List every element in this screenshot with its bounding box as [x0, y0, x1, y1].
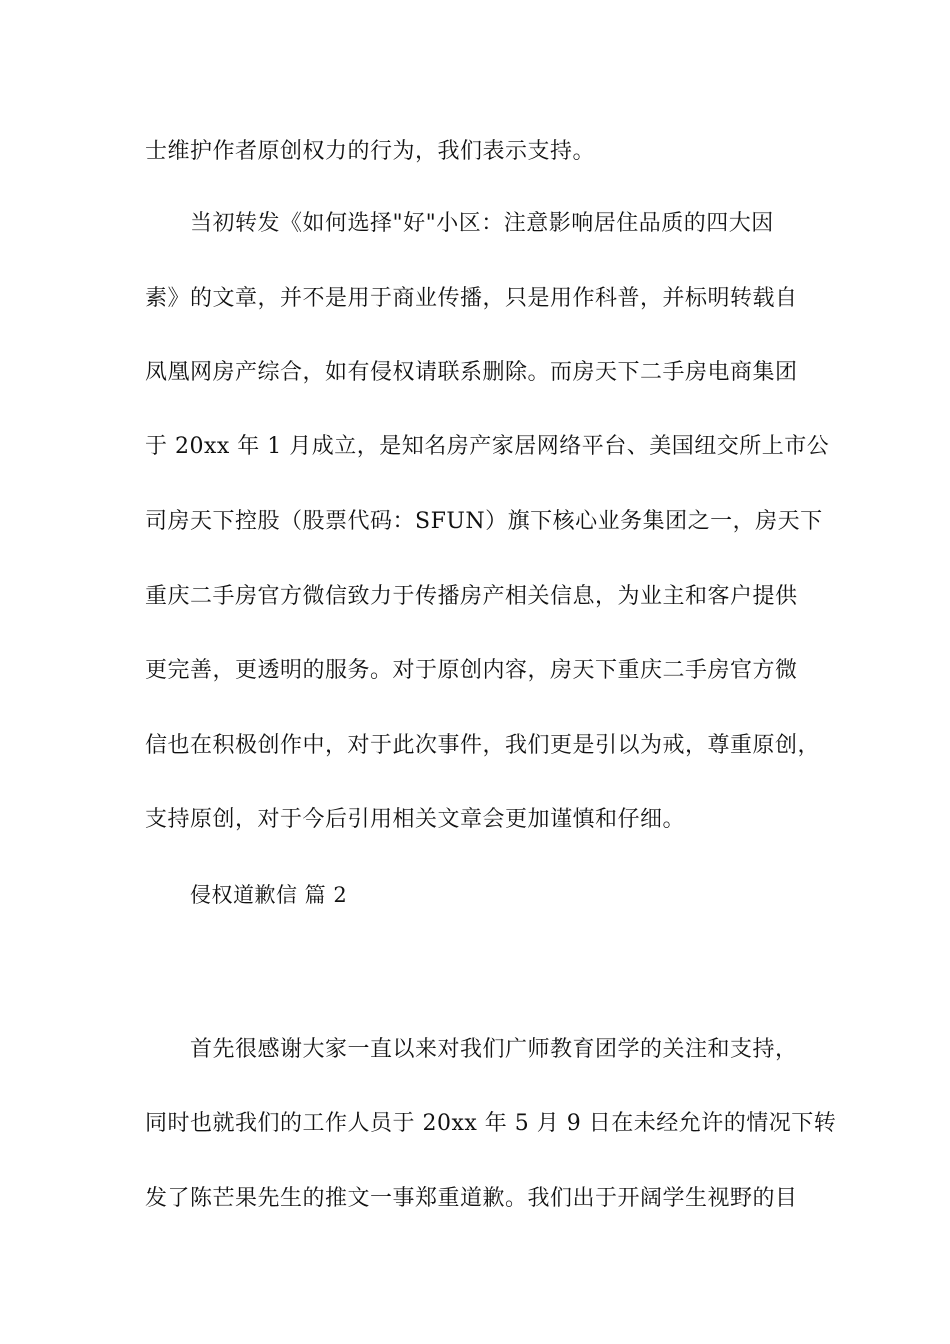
section-title: 侵权道歉信 篇 2: [190, 883, 348, 907]
paragraph-line: 司房天下控股（股票代码：SFUN）旗下核心业务集团之一，房天下: [145, 509, 823, 534]
paragraph-line: 同时也就我们的工作人员于 20xx 年 5 月 9 日在未经允许的情况下转: [145, 1111, 837, 1136]
paragraph-line: 更完善，更透明的服务。对于原创内容，房天下重庆二手房官方微: [145, 658, 798, 683]
paragraph-line: 于 20xx 年 1 月成立，是知名房产家居网络平台、美国纽交所上市公: [145, 434, 830, 459]
paragraph-line: 素》的文章，并不是用于商业传播，只是用作科普，并标明转载自: [145, 286, 798, 311]
paragraph-line: 凤凰网房产综合，如有侵权请联系删除。而房天下二手房电商集团: [145, 360, 798, 385]
paragraph-line: 当初转发《如何选择"好"小区：注意影响居住品质的四大因: [190, 211, 774, 236]
paragraph-line: 支持原创，对于今后引用相关文章会更加谨慎和仔细。: [145, 807, 686, 832]
paragraph-line: 首先很感谢大家一直以来对我们广师教育团学的关注和支持，: [190, 1037, 798, 1062]
paragraph-line: 重庆二手房官方微信致力于传播房产相关信息，为业主和客户提供: [145, 584, 798, 609]
paragraph-line: 发了陈芒果先生的推文一事郑重道歉。我们出于开阔学生视野的目: [145, 1186, 798, 1211]
paragraph-line: 信也在积极创作中，对于此次事件，我们更是引以为戒，尊重原创，: [145, 733, 821, 758]
paragraph-line: 士维护作者原创权力的行为，我们表示支持。: [145, 139, 596, 164]
